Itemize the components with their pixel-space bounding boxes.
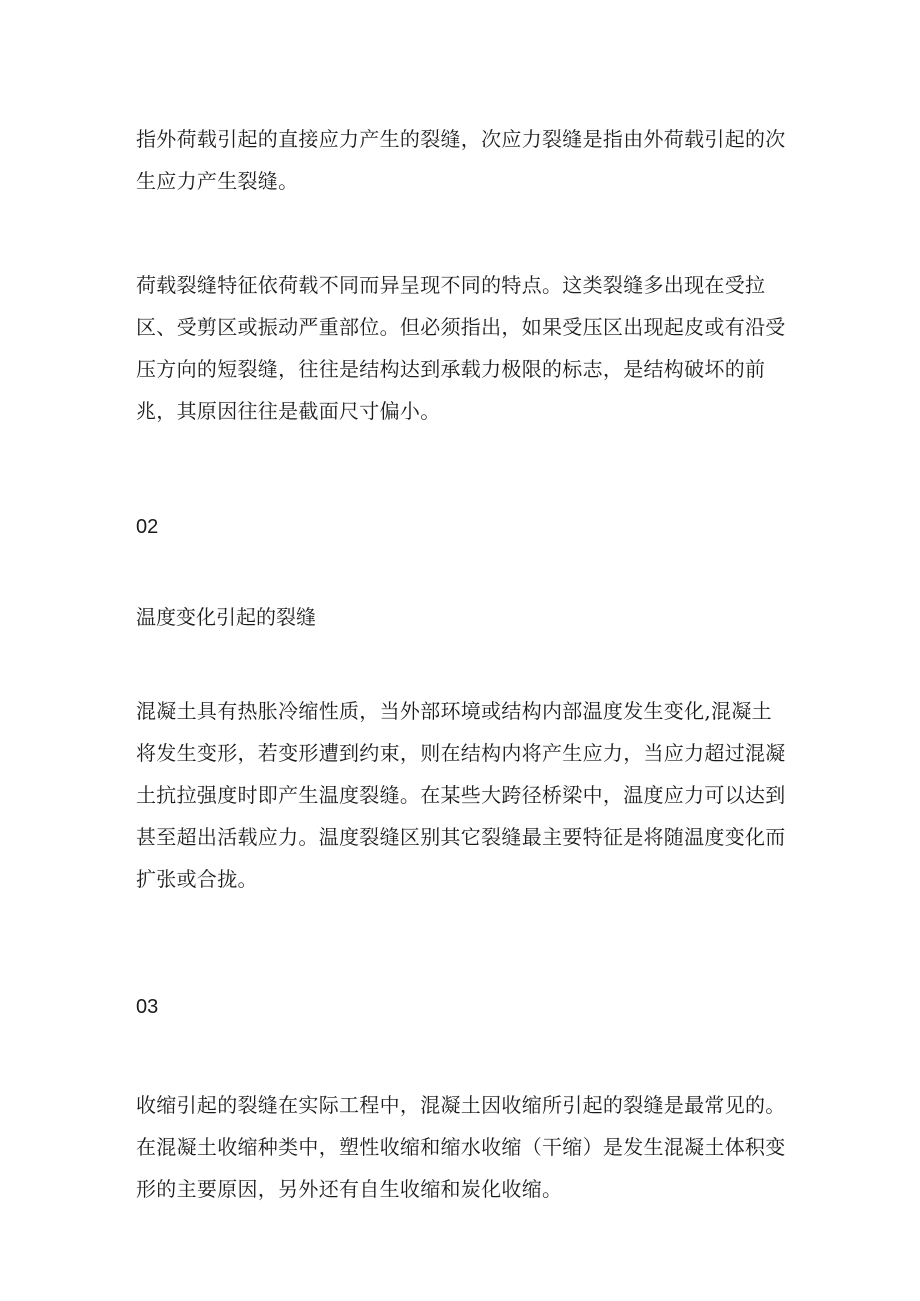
section-title-temperature-cracks: 温度变化引起的裂缝 (136, 605, 316, 629)
paragraph-temperature-cracks: 混凝土具有热胀冷缩性质，当外部环境或结构内部温度发生变化,混凝土将发生变形，若变形遭到约束，则在结构内将产生应力，当应力超过混凝土抗拉强度时即产生温度裂缝。在某些大跨径桥梁中，温度应力可以达到甚至超出活载应力。温度裂缝区别其它裂缝最主要特征是将随温度变化而扩张或合拢。 (136, 699, 786, 891)
paragraph-load-cracks-characteristics: 荷载裂缝特征依荷载不同而异呈现不同的特点。这类裂缝多出现在受拉区、受剪区或振动严重部位。但必须指出，如果受压区出现起皮或有沿受压方向的短裂缝，往往是结构达到承载力极限的标志，是结构破坏的前兆，其原因往往是截面尺寸偏小。 (136, 273, 786, 423)
paragraph-load-cracks-definition: 指外荷载引起的直接应力产生的裂缝，次应力裂缝是指由外荷载引起的次生应力产生裂缝。 (136, 127, 786, 193)
section-number-02: 02 (136, 516, 159, 538)
section-number-03: 03 (136, 996, 159, 1018)
paragraph-shrinkage-cracks: 收缩引起的裂缝在实际工程中，混凝土因收缩所引起的裂缝是最常见的。在混凝土收缩种类中，塑性收缩和缩水收缩（干缩）是发生混凝土体积变形的主要原因，另外还有自生收缩和炭化收缩。 (136, 1093, 786, 1201)
